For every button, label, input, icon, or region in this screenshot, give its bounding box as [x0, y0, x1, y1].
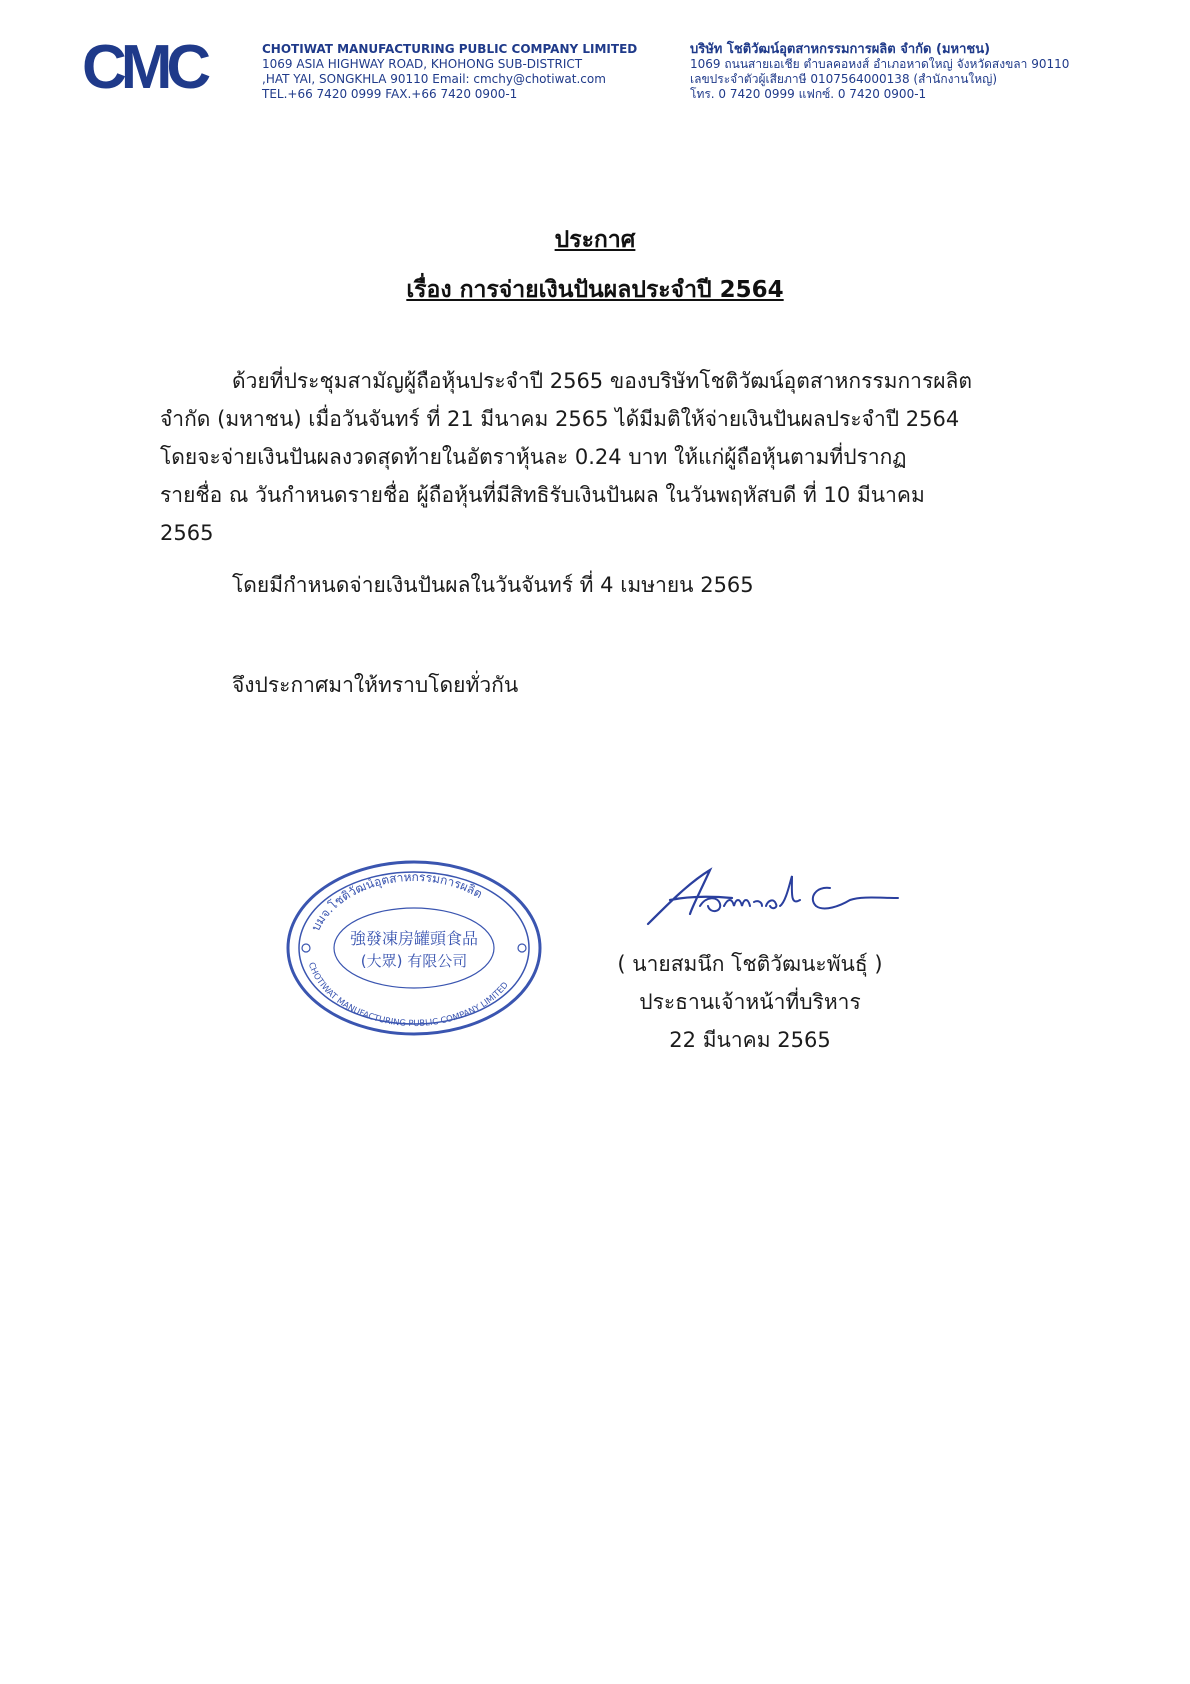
- stamp-inner-ring: [334, 908, 494, 988]
- paragraph-line: จำกัด (มหาชน) เมื่อวันจันทร์ ที่ 21 มีนาคม 2565 ได้มีมติให้จ่ายเงินปันผลประจำปี 2564: [160, 407, 960, 431]
- stamp-outer-ring: [288, 862, 540, 1034]
- cmc-logo-text: CMC: [82, 40, 206, 94]
- signature-date: 22 มีนาคม 2565: [669, 1028, 831, 1052]
- announcement-title: ประกาศ: [554, 227, 636, 253]
- body-paragraph-2: โดยมีกำหนดจ่ายเงินปันผลในวันจันทร์ ที่ 4 เมษายน 2565: [232, 573, 754, 597]
- paragraph-line: รายชื่อ ณ วันกำหนดรายชื่อ ผู้ถือหุ้นที่มีสิทธิรับเงินปันผล ในวันพฤหัสบดี ที่ 10 มีนาคม: [160, 483, 925, 507]
- company-name-en: CHOTIWAT MANUFACTURING PUBLIC COMPANY LIMITED: [262, 42, 638, 56]
- handwritten-signature: [640, 862, 920, 932]
- stamp-center-line1: 強發凍房罐頭食品: [349, 929, 479, 948]
- cmc-logo: [82, 40, 242, 94]
- header-english: [262, 42, 662, 102]
- header-thai: [690, 42, 1140, 102]
- address-en-line1: 1069 ASIA HIGHWAY ROAD, KHOHONG SUB-DISTRICT: [262, 57, 583, 71]
- paragraph-line: ด้วยที่ประชุมสามัญผู้ถือหุ้นประจำปี 2565 ของบริษัทโชติวัฒน์อุตสาหกรรมการผลิต: [232, 369, 973, 393]
- body-paragraph-3: จึงประกาศมาให้ทราบโดยทั่วกัน: [232, 673, 519, 697]
- signatory-position: ประธานเจ้าหน้าที่บริหาร: [639, 990, 861, 1014]
- signature-block: [560, 945, 940, 1059]
- announcement-subject: เรื่อง การจ่ายเงินปันผลประจำปี 2564: [406, 277, 784, 303]
- address-en-line2: ,HAT YAI, SONGKHLA 90110 Email: cmchy@chotiwat.com: [262, 72, 606, 86]
- stamp-bottom-text: CHOTIWAT MANUFACTURING PUBLIC COMPANY LIMITED: [305, 961, 511, 1030]
- contact-th: โทร. 0 7420 0999 แฟกซ์. 0 7420 0900-1: [690, 87, 927, 101]
- body-paragraph-1: [160, 362, 1040, 552]
- stamp-top-text: บมจ.โชติวัฒน์อุตสาหกรรมการผลิต: [308, 869, 485, 934]
- signatory-name: ( นายสมนึก โชติวัฒนะพันธุ์ ): [617, 952, 883, 976]
- address-th-line1: 1069 ถนนสายเอเชีย ตำบลคอหงส์ อำเภอหาดใหญ่ จังหวัดสงขลา 90110: [690, 57, 1070, 71]
- company-name-th: บริษัท โชติวัฒน์อุตสาหกรรมการผลิต จำกัด (มหาชน): [690, 42, 991, 57]
- paragraph-line: โดยจะจ่ายเงินปันผลงวดสุดท้ายในอัตราหุ้นละ 0.24 บาท ให้แก่ผู้ถือหุ้นตามที่ปรากฏ: [160, 445, 907, 469]
- company-seal-stamp: [284, 858, 544, 1038]
- stamp-center-line2: (大眾) 有限公司: [360, 952, 468, 970]
- tax-id-th: เลขประจำตัวผู้เสียภาษี 0107564000138 (สำนักงานใหญ่): [690, 72, 998, 86]
- paragraph-line: 2565: [160, 521, 214, 545]
- contact-en: TEL.+66 7420 0999 FAX.+66 7420 0900-1: [262, 87, 518, 101]
